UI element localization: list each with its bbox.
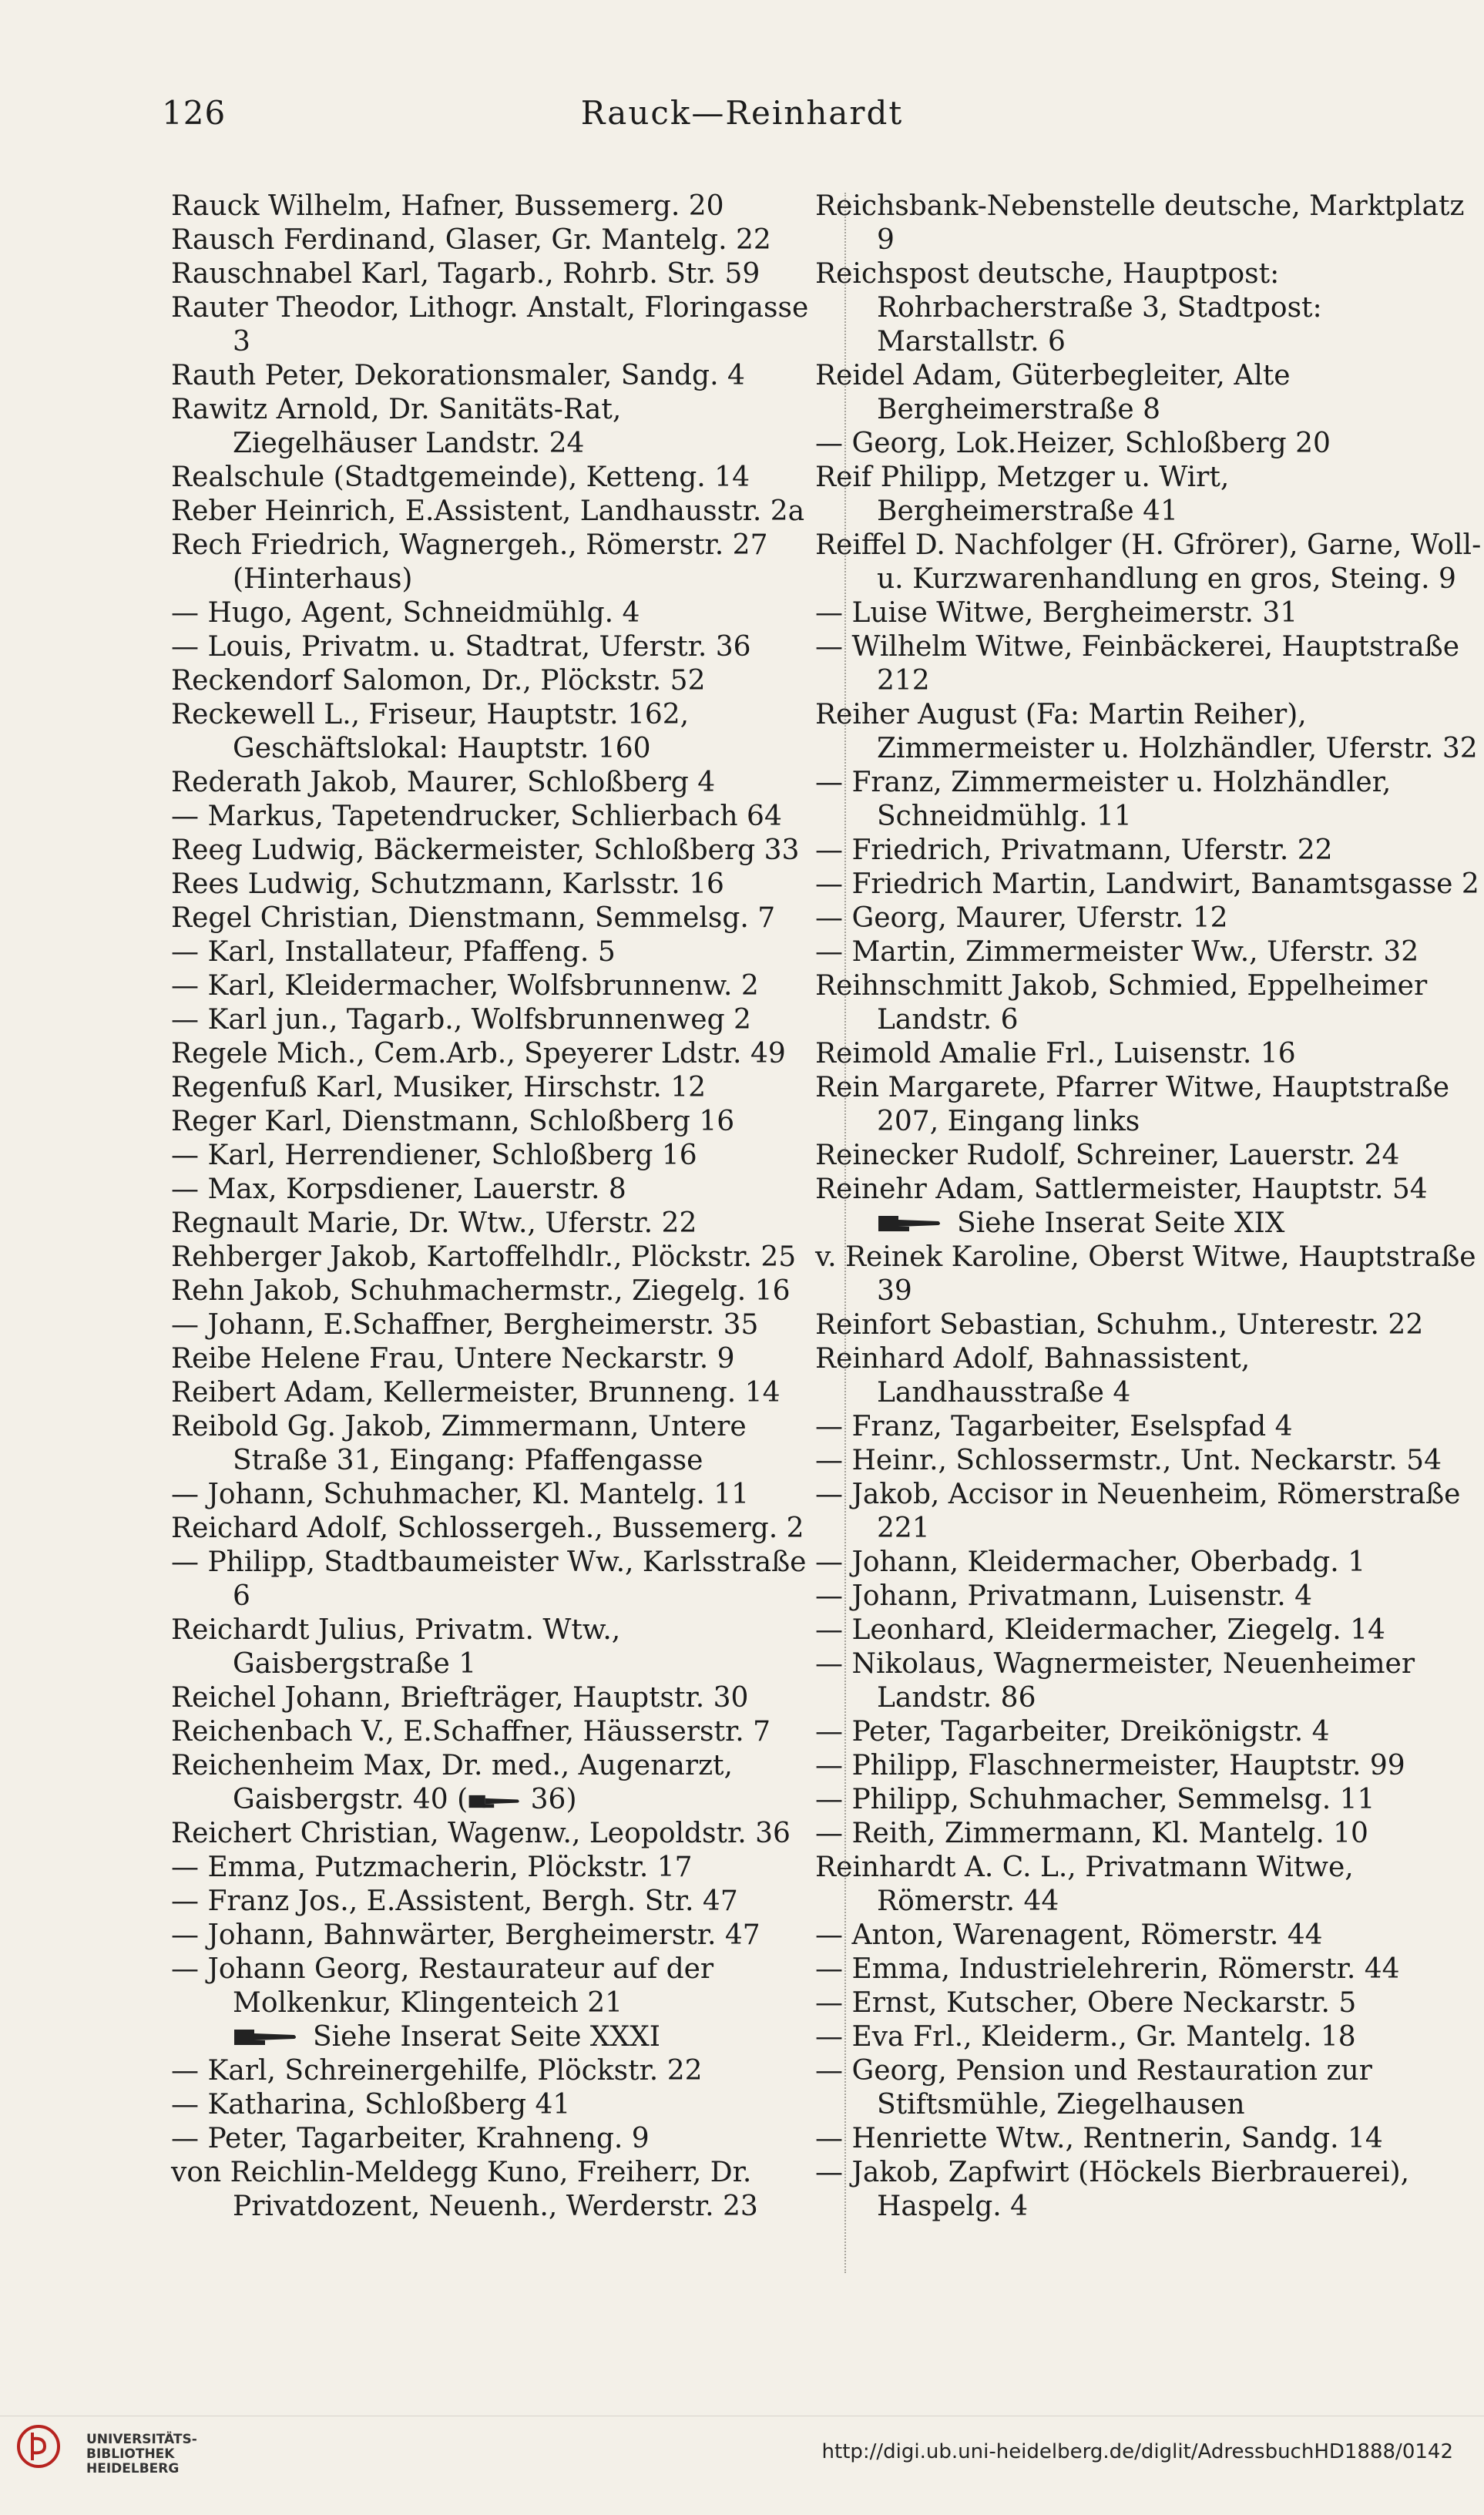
directory-entry [171, 935, 811, 969]
directory-entry [815, 2156, 1484, 2224]
directory-entry [171, 630, 811, 664]
directory-entry-text: Rehn Jakob, Schuhmachermstr., Ziegelg. 16 [171, 1275, 791, 1307]
directory-entry-text: — Philipp, Stadtbaumeister Ww., Karlsstraße 6 [171, 1546, 807, 1612]
directory-entry-text: Reber Heinrich, E.Assistent, Landhausstr. 2a [171, 495, 805, 527]
inserat-reference [171, 2020, 811, 2054]
directory-entry-text: — Friedrich, Privatmann, Uferstr. 22 [815, 834, 1333, 866]
directory-entry [171, 1274, 811, 1308]
directory-entry [171, 1885, 811, 1919]
directory-entry-text: Reeg Ludwig, Bäckermeister, Schloßberg 33 [171, 834, 800, 866]
directory-entry [171, 1037, 811, 1071]
directory-entry [815, 1478, 1484, 1546]
directory-entry [171, 1953, 811, 2020]
directory-entry [171, 1410, 811, 1478]
directory-entry [815, 1071, 1484, 1139]
directory-entry-text: — Emma, Industrielehrerin, Römerstr. 44 [815, 1953, 1400, 1985]
directory-entry-text: Rehberger Jakob, Kartoffelhdlr., Plöckstr. 25 [171, 1241, 797, 1273]
directory-entry-text: — Hugo, Agent, Schneidmühlg. 4 [171, 597, 640, 629]
directory-entry [171, 698, 811, 766]
directory-entry [171, 2088, 811, 2122]
directory-entry-text: Rawitz Arnold, Dr. Sanitäts-Rat, Ziegelhäuser Landstr. 24 [171, 394, 622, 459]
directory-entry [815, 1139, 1484, 1173]
directory-entry [171, 1613, 811, 1681]
directory-entry-text: Reichard Adolf, Schlossergeh., Bussemerg. 2 [171, 1513, 804, 1544]
directory-entry-text: — Franz Jos., E.Assistent, Bergh. Str. 47 [171, 1885, 738, 1917]
directory-entry-text: — Karl, Schreinergehilfe, Plöckstr. 22 [171, 2055, 703, 2087]
directory-entry [815, 1783, 1484, 1817]
directory-entry [171, 596, 811, 630]
directory-entry [815, 1444, 1484, 1478]
directory-entry-text: — Johann, Schuhmacher, Kl. Mantelg. 11 [171, 1479, 750, 1510]
directory-entry [171, 1071, 811, 1105]
directory-entry-text: Reinehr Adam, Sattlermeister, Hauptstr. 54 [815, 1174, 1428, 1205]
directory-entry-text: — Reith, Zimmermann, Kl. Mantelg. 10 [815, 1818, 1368, 1849]
directory-entry [815, 427, 1484, 461]
directory-entry [171, 1817, 811, 1851]
directory-entry-text: Reinecker Rudolf, Schreiner, Lauerstr. 24 [815, 1140, 1400, 1171]
directory-entry-text: Regenfuß Karl, Musiker, Hirschstr. 12 [171, 1072, 707, 1103]
directory-entry-text: — Katharina, Schloßberg 41 [171, 2089, 571, 2120]
directory-entry-text: Reichsbank-Nebenstelle deutsche, Marktplatz 9 [815, 190, 1465, 256]
directory-entry-text: Rein Margarete, Pfarrer Witwe, Hauptstraße 207, Eingang links [815, 1072, 1450, 1137]
directory-entry-text: — Markus, Tapetendrucker, Schlierbach 64 [171, 801, 782, 832]
directory-entry [171, 1207, 811, 1241]
directory-entry-text: Reiher August (Fa: Martin Reiher), Zimmermeister u. Holzhändler, Uferstr. 32 [815, 699, 1478, 764]
directory-entry [171, 1512, 811, 1546]
source-url-link[interactable]: http://digi.ub.uni-heidelberg.de/diglit/AdressbuchHD1888/0142 [821, 2440, 1453, 2463]
inserat-reference-text: Siehe Inserat Seite XIX [957, 1207, 1285, 1239]
directory-entry [815, 1953, 1484, 1986]
directory-entry-text: Regnault Marie, Dr. Wtw., Uferstr. 22 [171, 1207, 697, 1239]
directory-entry-text: — Karl, Kleidermacher, Wolfsbrunnenw. 2 [171, 970, 759, 1002]
directory-entry [815, 868, 1484, 902]
directory-entry-text: Reidel Adam, Güterbegleiter, Alte Bergheimerstraße 8 [815, 360, 1291, 425]
directory-entry [815, 630, 1484, 698]
directory-entry [815, 766, 1484, 834]
inserat-reference [815, 1207, 1484, 1241]
directory-entry [815, 257, 1484, 359]
directory-entry-text: — Johann, Kleidermacher, Oberbadg. 1 [815, 1546, 1366, 1578]
directory-entry [815, 1037, 1484, 1071]
page-header [0, 94, 1484, 140]
directory-entry [171, 2156, 811, 2224]
pointing-hand-icon [468, 1792, 522, 1811]
library-name: UNIVERSITÄTS- BIBLIOTHEK HEIDELBERG [86, 2432, 197, 2476]
directory-entry-text: Regele Mich., Cem.Arb., Speyerer Ldstr. 49 [171, 1038, 786, 1069]
directory-entry [815, 1613, 1484, 1647]
directory-entry [171, 2054, 811, 2088]
directory-entry-text: Rausch Ferdinand, Glaser, Gr. Mantelg. 22 [171, 224, 771, 256]
directory-entry [815, 2122, 1484, 2156]
directory-entry [171, 1715, 811, 1749]
directory-entry [171, 1681, 811, 1715]
directory-entry [171, 529, 811, 596]
directory-entry [815, 596, 1484, 630]
inserat-reference-text: Siehe Inserat Seite XXXI [313, 2021, 660, 2053]
directory-entry-text: Reiffel D. Nachfolger (H. Gfrörer), Garne, Woll- u. Kurzwarenhandlung en gros, Steing. 9 [815, 529, 1482, 595]
directory-entry-text: Rees Ludwig, Schutzmann, Karlsstr. 16 [171, 868, 724, 900]
directory-entry [171, 223, 811, 257]
directory-entry [171, 1919, 811, 1953]
directory-entry [171, 902, 811, 935]
directory-entry-text: Reichert Christian, Wagenw., Leopoldstr. 36 [171, 1818, 791, 1849]
page-number: 126 [162, 94, 227, 132]
directory-entry-text: — Jakob, Zapfwirt (Höckels Bierbrauerei), Haspelg. 4 [815, 2157, 1410, 2222]
directory-entry [815, 1241, 1484, 1308]
directory-entry-text: Regel Christian, Dienstmann, Semmelsg. 7 [171, 902, 776, 934]
directory-entry [815, 1410, 1484, 1444]
directory-entry-text: — Georg, Pension und Restauration zur Stiftsmühle, Ziegelhausen [815, 2055, 1372, 2120]
directory-entry-text: — Luise Witwe, Bergheimerstr. 31 [815, 597, 1298, 629]
directory-entry-text: — Philipp, Flaschnermeister, Hauptstr. 99 [815, 1750, 1405, 1781]
directory-entry-text: — Eva Frl., Kleiderm., Gr. Mantelg. 18 [815, 2021, 1356, 2053]
directory-entry [171, 1376, 811, 1410]
directory-entry-text: — Johann, Bahnwärter, Bergheimerstr. 47 [171, 1919, 760, 1951]
directory-entry-text: — Franz, Zimmermeister u. Holzhändler, Schneidmühlg. 11 [815, 767, 1392, 832]
directory-entry [815, 1817, 1484, 1851]
directory-entry [815, 969, 1484, 1037]
directory-entry [171, 1173, 811, 1207]
directory-entry [171, 359, 811, 393]
directory-entry-text: — Philipp, Schuhmacher, Semmelsg. 11 [815, 1784, 1375, 1815]
directory-entry-text: — Leonhard, Kleidermacher, Ziegelg. 14 [815, 1614, 1385, 1646]
directory-entry [815, 1580, 1484, 1613]
directory-entry [171, 1851, 811, 1885]
directory-entry [815, 2054, 1484, 2122]
directory-entry [815, 1342, 1484, 1410]
directory-entry-text: — Heinr., Schlossermstr., Unt. Neckarstr. 54 [815, 1445, 1442, 1476]
directory-entry-text: — Johann Georg, Restaurateur auf der Molkenkur, Klingenteich 21 [171, 1953, 714, 2019]
directory-entry-text: — Peter, Tagarbeiter, Dreikönigstr. 4 [815, 1716, 1330, 1748]
directory-entry [171, 461, 811, 495]
directory-entry-text: — Anton, Warenagent, Römerstr. 44 [815, 1919, 1323, 1951]
directory-entry [171, 800, 811, 834]
directory-entry-text: Reckendorf Salomon, Dr., Plöckstr. 52 [171, 665, 706, 697]
directory-entry-text: Reckewell L., Friseur, Hauptstr. 162, Geschäftslokal: Hauptstr. 160 [171, 699, 690, 764]
directory-entry [171, 1308, 811, 1342]
directory-entry [171, 766, 811, 800]
directory-entry [171, 257, 811, 291]
directory-entry-text: Rederath Jakob, Maurer, Schloßberg 4 [171, 767, 716, 798]
directory-entry [171, 868, 811, 902]
directory-entry [171, 969, 811, 1003]
directory-entry [815, 190, 1484, 257]
directory-entry [815, 359, 1484, 427]
directory-entry [171, 1546, 811, 1613]
directory-entry-text: Reibert Adam, Kellermeister, Brunneng. 14 [171, 1377, 781, 1409]
directory-entry-text: Reihnschmitt Jakob, Schmied, Eppelheimer Landstr. 6 [815, 970, 1428, 1036]
right-column [815, 190, 1484, 2224]
directory-entry-text: — Peter, Tagarbeiter, Krahneng. 9 [171, 2123, 650, 2154]
directory-entry [171, 834, 811, 868]
directory-entry [171, 1478, 811, 1512]
directory-entry-text: Rauck Wilhelm, Hafner, Bussemerg. 20 [171, 190, 724, 222]
directory-entry-text: Reichel Johann, Briefträger, Hauptstr. 30 [171, 1682, 749, 1714]
directory-entry [171, 393, 811, 461]
directory-entry-text: — Louis, Privatm. u. Stadtrat, Uferstr. 36 [171, 631, 751, 663]
directory-entry-text: — Georg, Lok.Heizer, Schloßberg 20 [815, 428, 1331, 459]
directory-entry-text: Reimold Amalie Frl., Luisenstr. 16 [815, 1038, 1296, 1069]
directory-entry [171, 291, 811, 359]
directory-entry [815, 1308, 1484, 1342]
directory-entry-text: Reichspost deutsche, Hauptpost: Rohrbacherstraße 3, Stadtpost: Marstallstr. 6 [815, 258, 1322, 358]
directory-entry-text: — Georg, Maurer, Uferstr. 12 [815, 902, 1228, 934]
directory-entry [815, 935, 1484, 969]
directory-entry [171, 664, 811, 698]
directory-entry-text: — Johann, Privatmann, Luisenstr. 4 [815, 1580, 1313, 1612]
directory-entry-text: Reichenheim Max, Dr. med., Augenarzt, Gaisbergstr. 40 ( [171, 1750, 733, 1815]
directory-entry-text: — Jakob, Accisor in Neuenheim, Römerstraße 221 [815, 1479, 1461, 1544]
directory-entry-text: Rauter Theodor, Lithogr. Anstalt, Floringasse 3 [171, 292, 809, 358]
directory-entry-text: Reinfort Sebastian, Schuhm., Unterestr. 22 [815, 1309, 1424, 1341]
directory-entry [815, 1919, 1484, 1953]
directory-entry-text: Reinhard Adolf, Bahnassistent, Landhausstraße 4 [815, 1343, 1251, 1409]
directory-entry [171, 1139, 811, 1173]
directory-entry-text: — Karl jun., Tagarb., Wolfsbrunnenweg 2 [171, 1004, 751, 1036]
left-column [171, 190, 811, 2224]
directory-entry [815, 698, 1484, 766]
directory-entry [815, 1851, 1484, 1919]
directory-entry-text: — Karl, Herrendiener, Schloßberg 16 [171, 1140, 697, 1171]
directory-entry-text: von Reichlin-Meldegg Kuno, Freiherr, Dr. Privatdozent, Neuenh., Werderstr. 23 [171, 2157, 758, 2222]
directory-entry-text: — Nikolaus, Wagnermeister, Neuenheimer Landstr. 86 [815, 1648, 1415, 1714]
directory-entry-text: — Henriette Wtw., Rentnerin, Sandg. 14 [815, 2123, 1383, 2154]
directory-entry [171, 1749, 811, 1817]
directory-entry-text: Reif Philipp, Metzger u. Wirt, Bergheimerstraße 41 [815, 462, 1230, 527]
directory-entry-text: Rauth Peter, Dekorationsmaler, Sandg. 4 [171, 360, 745, 391]
directory-entry-text: — Emma, Putzmacherin, Plöckstr. 17 [171, 1852, 693, 1883]
directory-entry [171, 1241, 811, 1274]
directory-entry-text: Reibe Helene Frau, Untere Neckarstr. 9 [171, 1343, 735, 1375]
directory-entry-text: Rech Friedrich, Wagnergeh., Römerstr. 27 (Hinterhaus) [171, 529, 768, 595]
directory-entry [171, 1105, 811, 1139]
directory-entry [171, 190, 811, 223]
directory-entry [815, 461, 1484, 529]
directory-entry-text: v. Reinek Karoline, Oberst Witwe, Hauptstraße 39 [815, 1241, 1476, 1307]
directory-entry [815, 1546, 1484, 1580]
directory-entry-text: Rauschnabel Karl, Tagarb., Rohrb. Str. 59 [171, 258, 760, 290]
running-title: Rauck—Reinhardt [580, 94, 904, 132]
directory-entry-text: Reger Karl, Dienstmann, Schloßberg 16 [171, 1106, 735, 1137]
directory-entry-text: — Johann, E.Schaffner, Bergheimerstr. 35 [171, 1309, 759, 1341]
directory-entry-text: — Karl, Installateur, Pfaffeng. 5 [171, 936, 616, 968]
directory-entry-text: Realschule (Stadtgemeinde), Ketteng. 14 [171, 462, 750, 493]
directory-entry-text: — Friedrich Martin, Landwirt, Banamtsgasse 2 [815, 868, 1479, 900]
directory-entry [171, 1003, 811, 1037]
directory-entry-text: — Max, Korpsdiener, Lauerstr. 8 [171, 1174, 626, 1205]
directory-entry-text: Reichardt Julius, Privatm. Wtw., Gaisbergstraße 1 [171, 1614, 621, 1680]
directory-entry [171, 1342, 811, 1376]
directory-entry [815, 1986, 1484, 2020]
directory-entry [171, 495, 811, 529]
directory-entry-text: Reinhardt A. C. L., Privatmann Witwe, Römerstr. 44 [815, 1852, 1354, 1917]
directory-entry [815, 1749, 1484, 1783]
page-footer [0, 2369, 1484, 2493]
directory-entry [815, 2020, 1484, 2054]
directory-entry [815, 529, 1484, 596]
directory-entry-text: — Wilhelm Witwe, Feinbäckerei, Hauptstraße 212 [815, 631, 1460, 697]
directory-entry-text: — Martin, Zimmermeister Ww., Uferstr. 32 [815, 936, 1419, 968]
directory-entry [815, 834, 1484, 868]
directory-entry-text: Reichenbach V., E.Schaffner, Häusserstr. 7 [171, 1716, 771, 1748]
directory-entry [815, 1715, 1484, 1749]
directory-entry [815, 902, 1484, 935]
directory-entry-text: — Franz, Tagarbeiter, Eselspfad 4 [815, 1411, 1293, 1442]
directory-entry-suffix: 36) [522, 1784, 577, 1815]
library-seal-icon [15, 2416, 62, 2477]
directory-entry-text: — Ernst, Kutscher, Obere Neckarstr. 5 [815, 1987, 1357, 2019]
directory-entry [171, 2122, 811, 2156]
directory-entry [815, 1647, 1484, 1715]
pointing-hand-icon [877, 1213, 943, 1234]
directory-entry-text: Reibold Gg. Jakob, Zimmermann, Untere Straße 31, Eingang: Pfaffengasse [171, 1411, 747, 1476]
pointing-hand-icon [233, 2026, 299, 2048]
directory-entry [815, 1173, 1484, 1207]
